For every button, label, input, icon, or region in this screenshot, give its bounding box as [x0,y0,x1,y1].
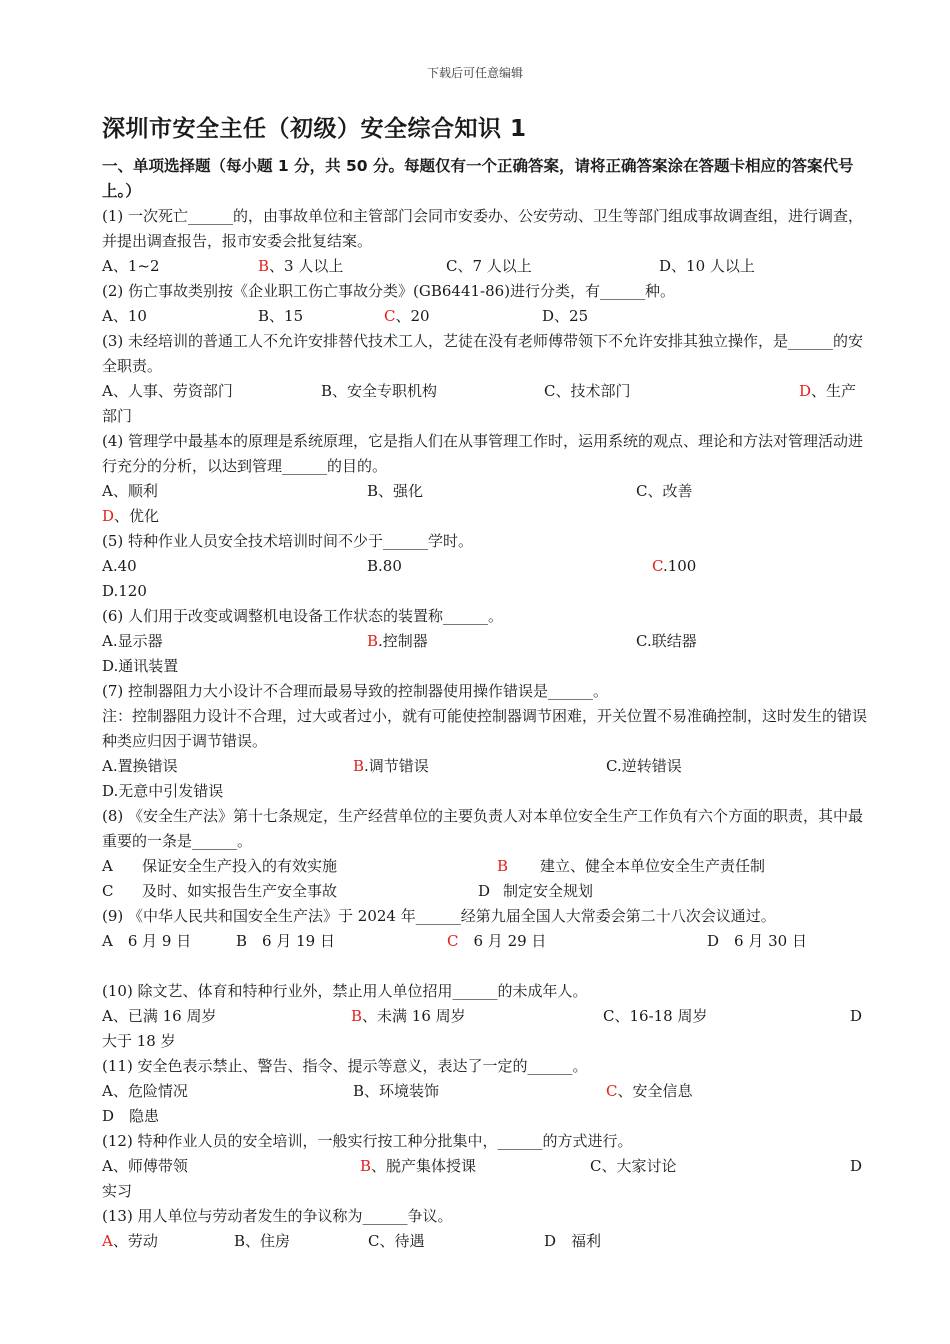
option-c-correct [606,1079,693,1104]
question-2: (2) 伤亡事故类别按《企业职工伤亡事故分类》(GB6441-86)进行分类，有______种。 [102,282,676,300]
option-a: A、已满 16 周岁 [102,1007,217,1025]
question-12: (12) 特种作业人员的安全培训，一般实行按工种分批集中，______的方式进行。 [102,1132,633,1150]
option-a: A、1~2 [102,257,160,275]
option-d-wrap: 大于 18 岁 [102,1032,176,1050]
option-b-correct [360,1154,476,1179]
option-d: D.无意中引发错误 [102,782,224,800]
option-b-correct [351,1004,466,1029]
option-d: D.通讯装置 [102,657,179,675]
page-header-note: 下载后可任意编辑 [426,66,523,80]
option-d-text: 、生产 [811,382,857,400]
correct-answer-key: D [102,507,115,525]
option-d-correct [799,379,856,404]
option-c: C、技术部门 [544,382,631,400]
option-c: C、16-18 周岁 [603,1007,708,1025]
option-d: D [850,1157,863,1175]
correct-answer-key: C [447,932,459,950]
question-6: (6) 人们用于改变或调整机电设备工作状态的装置称______。 [102,607,504,625]
option-c-text: 、20 [395,307,430,325]
document-title: 深圳市安全主任（初级）安全综合知识 1 [102,116,527,142]
option-a-correct [102,1229,158,1254]
question-2-options [102,304,870,329]
question-7: (7) 控制器阻力大小设计不合理而最易导致的控制器使用操作错误是______。 [102,682,609,700]
option-a: A 6 月 9 日 [102,932,192,950]
option-a: A、10 [102,307,147,325]
correct-answer-key: B [353,757,365,775]
option-b-correct [353,754,429,779]
option-a: A.40 [102,557,137,575]
option-a: A.显示器 [102,632,163,650]
option-c-key: C [102,882,114,900]
option-c: C.逆转错误 [606,757,682,775]
option-c-text: 6 月 29 日 [458,932,547,950]
question-8-options-cd [102,879,870,904]
option-d: D [850,1007,863,1025]
option-c: C、7 人以上 [446,257,532,275]
option-b: B 6 月 19 日 [236,932,335,950]
option-d: D 福利 [544,1232,602,1250]
section-heading: 一、单项选择题（每小题 1 分，共 50 分。每题仅有一个正确答案，请将正确答案涂在答题卡相应的答案代号上。） [102,157,854,200]
option-c-correct [384,304,430,329]
question-9: (9) 《中华人民共和国安全生产法》于 2024 年______经第九届全国人大常委会第二十八次会议通过。 [102,907,776,925]
question-4-options [102,479,870,504]
option-d: D、10 人以上 [659,257,755,275]
correct-answer-key: C [384,307,396,325]
option-a: A.置换错误 [102,757,178,775]
option-b-text: 、未满 16 周岁 [362,1007,466,1025]
question-11-options [102,1079,870,1104]
option-d-correct [102,504,870,529]
option-c-text: .100 [662,557,697,575]
option-b: B、住房 [234,1232,291,1250]
question-9-options [102,929,870,954]
option-b: B、15 [258,307,304,325]
question-1-options [102,254,870,279]
option-d: D、25 [542,307,589,325]
option-a-key: A [102,857,113,875]
option-a: A、人事、劳资部门 [102,382,233,400]
correct-answer-key: B [367,632,379,650]
option-d: D 6 月 30 日 [707,932,807,950]
option-a-text: 保证安全生产投入的有效实施 [142,857,338,875]
option-c: C.联结器 [636,632,697,650]
option-b-text: .控制器 [378,632,428,650]
option-c-correct [652,554,696,579]
correct-answer-key: C [606,1082,618,1100]
question-7-options [102,754,870,779]
question-11: (11) 安全色表示禁止、警告、指令、提示等意义，表达了一定的______。 [102,1057,588,1075]
correct-answer-key: B [497,857,509,875]
option-c: C、待遇 [368,1232,425,1250]
option-b-text: .调节错误 [364,757,429,775]
correct-answer-key: D [799,382,812,400]
option-d-key: D [478,882,491,900]
question-13-options [102,1229,870,1254]
option-b: B、强化 [367,482,424,500]
question-10-options [102,1004,870,1029]
document-body [102,112,870,1254]
option-c-text: 及时、如实报告生产安全事故 [142,882,338,900]
option-b-text: 建立、健全本单位安全生产责任制 [540,857,766,875]
option-a: A、危险情况 [102,1082,188,1100]
option-c: C、改善 [636,482,693,500]
question-5: (5) 特种作业人员安全技术培训时间不少于______学时。 [102,532,474,550]
option-d-wrap: 部门 [102,407,133,425]
question-13: (13) 用人单位与劳动者发生的争议称为______争议。 [102,1207,453,1225]
option-d-wrap: 实习 [102,1182,133,1200]
question-10: (10) 除文艺、体育和特种行业外，禁止用人单位招用______的未成年人。 [102,982,588,1000]
question-4: (4) 管理学中最基本的原理是系统原理，它是指人们在从事管理工作时，运用系统的观点、理论和方法对管理活动进行充分的分析，以达到管理______的目的。 [102,432,864,475]
question-7-note: 注：控制器阻力设计不合理，过大或者过小，就有可能使控制器调节困难，开关位置不易准确控制，这时发生的错误种类应归因于调节错误。 [102,707,868,750]
question-8-options-ab [102,854,870,879]
question-3-options [102,379,870,404]
option-d: D.120 [102,582,147,600]
option-c-text: 、安全信息 [617,1082,693,1100]
option-b: B、环境装饰 [353,1082,440,1100]
correct-answer-key: C [652,557,663,575]
option-c-correct [447,929,546,954]
option-d: D 隐患 [102,1107,160,1125]
question-6-options [102,629,870,654]
option-b-text: 、3 人以上 [269,257,344,275]
correct-answer-key: B [258,257,270,275]
correct-answer-key: B [360,1157,372,1175]
question-5-options [102,554,870,579]
option-b: B.80 [367,557,402,575]
option-b-correct [367,629,428,654]
correct-answer-key: B [351,1007,363,1025]
option-b-correct [258,254,343,279]
option-a: A、师傅带领 [102,1157,188,1175]
option-b-text: 、脱产集体授课 [371,1157,477,1175]
option-a-text: 、劳动 [112,1232,158,1250]
option-c: C、大家讨论 [590,1157,677,1175]
question-8: (8) 《安全生产法》第十七条规定，生产经营单位的主要负责人对本单位安全生产工作负有六个方面的职责，其中最重要的一条是______。 [102,807,864,850]
question-12-options [102,1154,870,1179]
blank-line [102,954,870,979]
question-3: (3) 未经培训的普通工人不允许安排替代技术工人，艺徒在没有老师傅带领下不允许安排其独立操作，是______的安全职责。 [102,332,864,375]
correct-answer-key: A [102,1232,113,1250]
option-d-text: 制定安全规划 [503,882,594,900]
option-a: A、顺利 [102,482,158,500]
option-d-text: 、优化 [114,507,160,525]
question-1: (1) 一次死亡______的，由事故单位和主管部门会同市安委办、公安劳动、卫生等部门组成事故调查组，进行调查，并提出调查报告，报市安委会批复结案。 [102,207,864,250]
option-b: B、安全专职机构 [321,382,438,400]
